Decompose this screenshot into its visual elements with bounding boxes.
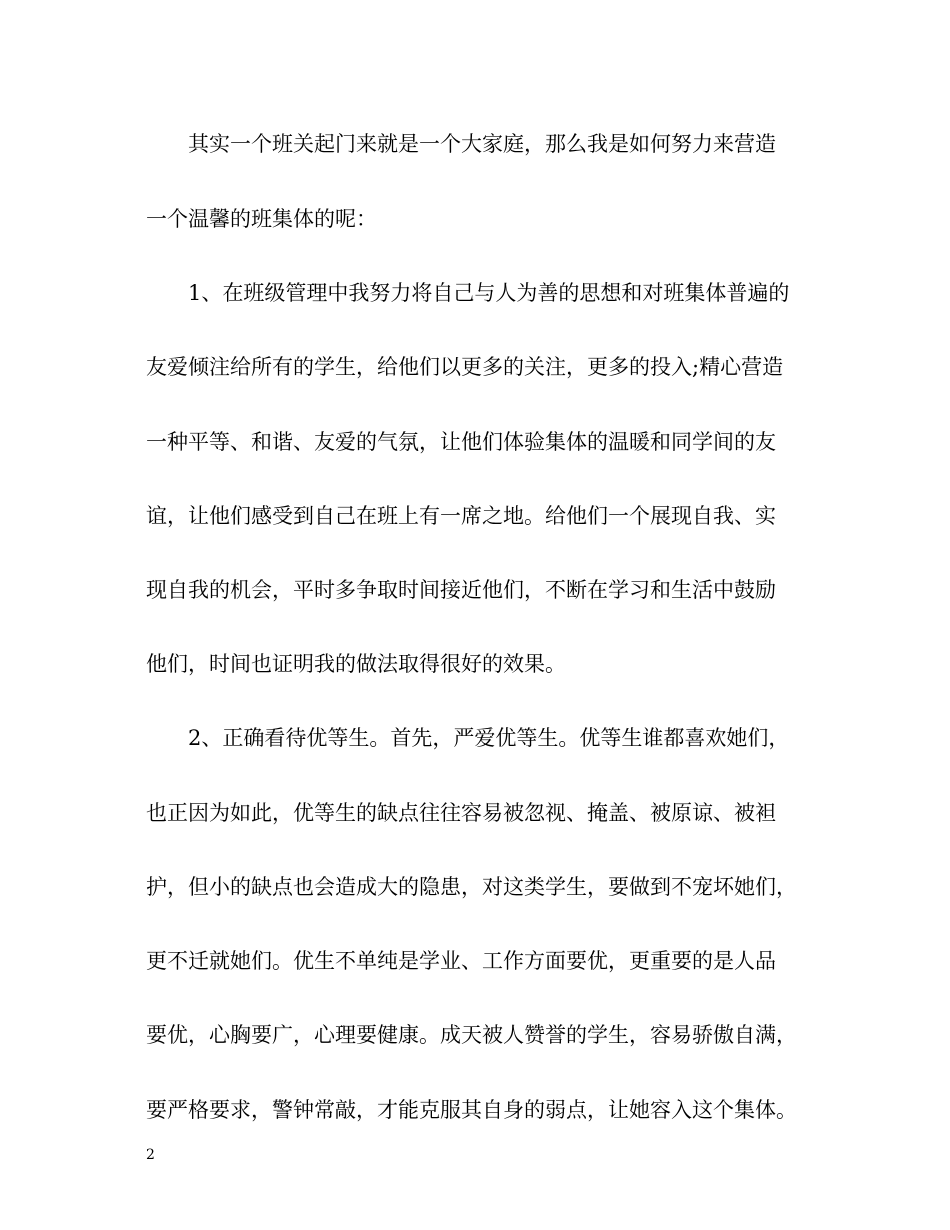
paragraph-line: 其实一个班关起门来就是一个大家庭，那么我是如何努力来营造 xyxy=(188,132,776,156)
page-number: 2 xyxy=(146,1147,155,1163)
paragraph-line: 谊，让他们感受到自己在班上有一席之地。给他们一个展现自我、实 xyxy=(146,504,776,528)
paragraph-line: 一个温馨的班集体的呢： xyxy=(146,207,377,231)
paragraph-line: 1、在班级管理中我努力将自己与人为善的思想和对班集体普遍的 xyxy=(188,281,790,305)
paragraph-line: 他们，时间也证明我的做法取得很好的效果。 xyxy=(146,652,566,676)
paragraph-line: 友爱倾注给所有的学生，给他们以更多的关注，更多的投入;精心营造 xyxy=(146,355,784,379)
paragraph-line: 也正因为如此，优等生的缺点往往容易被忽视、掩盖、被原谅、被袒 xyxy=(146,801,776,825)
paragraph-line: 护，但小的缺点也会造成大的隐患，对这类学生，要做到不宠坏她们， xyxy=(146,875,797,899)
paragraph-line: 要严格要求，警钟常敲，才能克服其自身的弱点，让她容入这个集体。 xyxy=(146,1098,797,1122)
paragraph-line: 更不迁就她们。优生不单纯是学业、工作方面要优，更重要的是人品 xyxy=(146,949,776,973)
paragraph-line: 现自我的机会，平时多争取时间接近他们，不断在学习和生活中鼓励 xyxy=(146,578,776,602)
paragraph-line: 一种平等、和谐、友爱的气氛，让他们体验集体的温暖和同学间的友 xyxy=(146,430,776,454)
paragraph-line: 要优，心胸要广，心理要健康。成天被人赞誉的学生，容易骄傲自满， xyxy=(146,1023,797,1047)
paragraph-line: 2、正确看待优等生。首先，严爱优等生。优等生谁都喜欢她们， xyxy=(188,726,790,750)
